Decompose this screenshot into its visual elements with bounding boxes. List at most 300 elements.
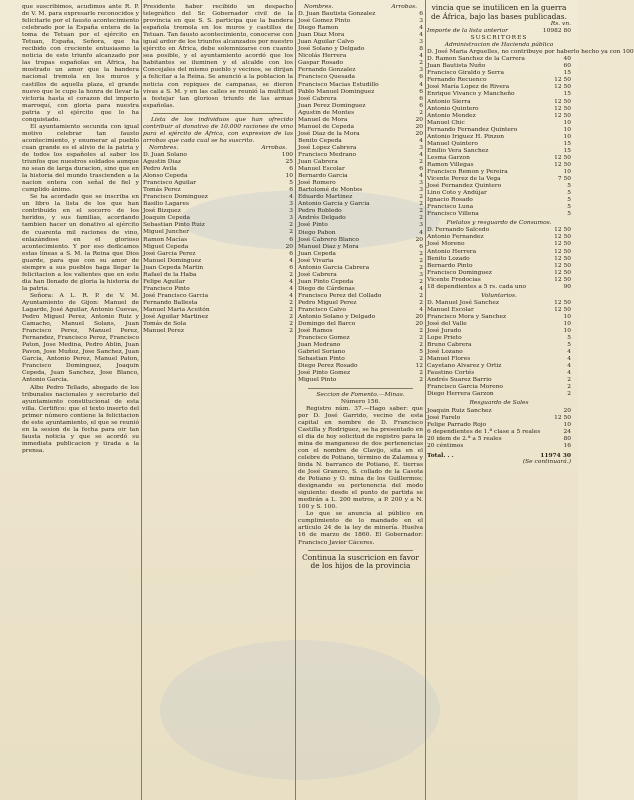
row-name: Antonio Mendez <box>427 112 476 119</box>
row-value: 10 <box>563 320 571 327</box>
row-name: Francisco Quesada <box>298 74 356 81</box>
table-row <box>427 270 571 277</box>
table-row <box>143 173 293 180</box>
table-row <box>298 370 423 377</box>
table-row <box>427 300 571 307</box>
header-names: Nombres. <box>304 4 334 10</box>
row-value: 4 <box>419 173 423 180</box>
table-row <box>298 265 423 272</box>
table-row <box>298 201 423 208</box>
row-name: Francisco Macias Estudillo <box>298 81 379 88</box>
row-value: 20 <box>415 321 423 328</box>
col1-certificate: Albo Pedro Tellado, abogado de los tribunales nacionales y secretario del ayuntamiento constitucional de esta villa. Certifico: que el texto inserto del primer número contiene la felicitacion de este ayuntamiento, el que se reunió en la sesion de la fecha para oir tan fausta noticia y que se acordó su inmediata publicacion y tirada a la prensa. <box>22 384 139 454</box>
table-row <box>298 377 423 384</box>
row-name: Agustin Diaz <box>143 158 181 165</box>
divider <box>153 113 283 114</box>
row-name: D. Ramon Sanchez de la Carrera <box>427 56 525 63</box>
row-value: 2 <box>419 194 423 201</box>
row-name: Ignacio Rosado <box>427 197 473 204</box>
row-name: Diego Herrera Garzon <box>427 391 494 398</box>
table-row <box>427 190 571 197</box>
table-row <box>427 436 571 443</box>
row-value: 10 <box>563 328 571 335</box>
col4-sub3: Resguardo de Sales <box>469 400 529 407</box>
row-name: Francisco Pinto <box>143 285 190 292</box>
row-value: 2 <box>289 321 293 328</box>
table-row <box>298 96 423 103</box>
col1-paragraph: Se ha acordado que se inscriba en un libro la lista de los que han contribuido en el socorro de los heridos, y sus familias, acordando tambien hacer un donativo al ejército de cuarenta mil raciones de vino, enlazándose en el glorioso acontecimiento. Y por eso dedicamos estas líneas a S. M. la Reina que Dios guarde, para que con su amor de siempre a sus pueblos haga llegar la felicitacion a los valientes que en este dia han llenado de gloria la historia de la patria. <box>22 194 139 292</box>
row-name: José Solano y Delgado <box>298 46 365 53</box>
row-value: 100 <box>281 151 293 158</box>
row-name: José Aguilar Martinez <box>143 314 209 321</box>
row-value: 5 <box>567 190 571 197</box>
table-row <box>298 335 423 342</box>
table-row <box>427 256 571 263</box>
table-row <box>143 321 293 328</box>
row-value: 12 50 <box>554 112 571 119</box>
row-name: Pablo Manuel Dominguez <box>298 88 375 95</box>
col4-head-title: SUSCRITORES <box>470 35 528 42</box>
row-value: 20 <box>415 123 423 130</box>
row-value: 6 <box>419 95 423 102</box>
row-name: Bartolomé de Montes <box>298 187 363 194</box>
row-name: Diego de Cárdenas <box>298 285 355 292</box>
table-row <box>427 349 571 356</box>
row-name: Benito Cepeda <box>298 137 342 144</box>
row-name: Manuel Diaz y Mora <box>298 243 359 250</box>
table-row <box>143 215 293 222</box>
table-row <box>427 99 571 106</box>
row-name: Juan Diaz Mora <box>298 32 345 39</box>
row-value: 2 <box>289 306 293 313</box>
column-rule-3 <box>425 0 426 800</box>
row-name: D. Juan Bautista Gonzalez <box>298 11 376 18</box>
row-name: Antonio Garcia y Garcia <box>298 201 370 208</box>
row-value: 80 <box>563 435 571 442</box>
table-row <box>427 169 571 176</box>
col3-section-title: Seccion de Fomento.—Minas. <box>316 391 405 398</box>
row-value: 2 <box>419 109 423 116</box>
row-name: Tomás de Sola <box>143 321 187 328</box>
row-value: 12 50 <box>554 248 571 255</box>
column-1 <box>22 4 139 794</box>
row-value: 4 <box>419 307 423 314</box>
row-value: 6 <box>419 243 423 250</box>
table-row <box>298 67 423 74</box>
row-name: Pedro Robledo <box>298 208 342 215</box>
row-value: 15 <box>563 70 571 77</box>
table-row <box>298 293 423 300</box>
row-name: Bruno Cabrera <box>427 342 472 349</box>
row-value: 60 <box>563 63 571 70</box>
table-row <box>427 127 571 134</box>
row-value: 4 <box>289 257 293 264</box>
row-value: 6 <box>419 11 423 18</box>
row-value: 5 <box>567 183 571 190</box>
row-value: 12 50 <box>554 241 571 248</box>
table-row <box>427 277 571 284</box>
table-row <box>143 279 293 286</box>
row-value: 4 <box>419 137 423 144</box>
table-row <box>427 162 571 169</box>
row-name: José Cabrera <box>298 95 337 102</box>
row-name: Juan Medrano <box>298 342 341 349</box>
row-value: 2 <box>289 271 293 278</box>
row-value: 15 <box>563 140 571 147</box>
table-row <box>143 265 293 272</box>
col4-table-3 <box>427 300 571 399</box>
divider <box>308 388 413 389</box>
row-value: 3 <box>289 215 293 222</box>
row-value: 2 <box>419 208 423 215</box>
row-value: 4 <box>419 25 423 32</box>
table-row <box>143 251 293 258</box>
row-name: Manuel de Cepeda <box>298 123 355 130</box>
col2-table-header <box>143 145 293 152</box>
row-name: Fernando Recuenco <box>427 77 487 84</box>
row-value: 4 <box>567 349 571 356</box>
row-name: D. Manuel José Sanchez <box>427 299 499 306</box>
row-value: 4 <box>419 151 423 158</box>
table-row <box>427 49 634 56</box>
row-name: Francisco Aguilar <box>143 180 197 187</box>
row-name: Fernando Gonzalez <box>298 67 356 74</box>
row-name: Francisco Luna <box>427 204 474 211</box>
table-row <box>143 307 293 314</box>
col3-section-number: Número 156. <box>340 398 381 405</box>
row-value: 20 <box>415 116 423 123</box>
row-value: 12 50 <box>554 269 571 276</box>
table-row <box>298 356 423 363</box>
table-row <box>427 377 571 384</box>
table-row <box>143 152 293 159</box>
row-value: 5 <box>289 180 293 187</box>
table-row <box>298 286 423 293</box>
col3-table-header <box>298 4 423 11</box>
row-value: 7 50 <box>557 176 571 183</box>
row-value: 4 <box>289 292 293 299</box>
col4-unit: Rs. vn. <box>550 21 571 27</box>
table-row <box>427 321 571 328</box>
col1-signatures: Señora: A L. R. P. de V. M. Ayuntamiento de Gijon: Manuel de Lagarde, José Aguilar, Antonio Cuevas, Pedro Miguel Perez, Antonio Ruiz y Camacho, Manuel Solans, Juan Francisco Perez, Manuel Perez, Fernandez, Francisco Perez, Francisco Paton, Jose Medina, Pedro Ablin, Juan Pavon, Jose Muñoz, Jose Sanchez, Juan Garcia, Antonio Perez, Manuel Paton, Francisco Dominguez, Joaquin Cepeda, Juan Sanchez, Jose Blanco, Antonio Garcia. <box>22 292 139 384</box>
row-name: 20 idem de 2.ª a 5 reales <box>427 435 502 442</box>
row-value: 3 <box>419 67 423 74</box>
row-name: Francisco Calvo <box>298 307 346 314</box>
row-name: Bernardo Pinto <box>427 262 473 269</box>
col3-section-body: Registro núm. 37.—Hago saber: que por D. José Garrido, vecino de esta capital en nombre de D. Francisco Castilla y Rodriguez, se ha presentado en el dia de hoy solicitud de registro para la mina de manganeso de dos pertenencias con el nombre de Clavijo, sita en el celebre de Potiano, término de Zalamea y linda N. barranco de Potiano, E. tierras de José Granero, S. collado de la Casota de Potiano y O. mina de los Guillermos; designando su pertenencia del modo siguiente: desde el punto de partida se medirán a L. 200 metros, a P. 200 y a N. 100 y S. 100. <box>298 405 423 511</box>
row-name: Miguel Pinto <box>298 377 337 384</box>
table-row <box>298 53 423 60</box>
table-row <box>143 300 293 307</box>
row-value: 2 <box>419 292 423 299</box>
row-name: José Garcia Perez <box>143 250 196 257</box>
row-value: 100 <box>622 49 634 56</box>
row-name: Felipe Parrado Rojo <box>427 421 487 428</box>
column-rule-1 <box>141 0 142 800</box>
row-name: José Lozano <box>427 349 463 356</box>
table-row <box>427 356 571 363</box>
row-value: 3 <box>419 18 423 25</box>
total-label: Total. . . <box>427 451 454 459</box>
row-name: Diego Pabon <box>298 229 336 236</box>
row-value: 2 <box>567 391 571 398</box>
row-name: Lope Prieto <box>427 335 462 342</box>
table-row <box>143 229 293 236</box>
table-row <box>298 300 423 307</box>
table-row <box>298 145 423 152</box>
col2-intro: Presidente haber recibido un despacho telegráfico del Sr. Gobernador civil de la provincia en que S. S. participa que la bandera española tremola en los muros y castillos de Tetuan. Tan fausto acontecimiento, conocerse con igual ardor de los triunfos alcanzados por nuestro ejército en África, debe solemnizarse con cuanto sea posible, y el ayuntamiento acordó que los habitantes se iluminen y el alcalde con los Concejales del mismo pueblo y vecinos, se dirijan a felicitar a la Reina. Se anunció a la poblacion la noticia con repiques de campanas, se dieron vivas a S. M. y en las calles se reunió la multitud a festejar tan glorioso triunfo de las armas españolas. <box>143 4 293 109</box>
row-name: Vicente Perez de la Vega <box>427 176 501 183</box>
table-row <box>427 241 571 248</box>
row-name: José Pinto Gomez <box>298 370 351 377</box>
total-value: 11974 30 <box>540 451 571 459</box>
table-row <box>298 251 423 258</box>
row-name: Emilio Vera Sanchez <box>427 147 489 154</box>
row-name: José Romero <box>298 180 336 187</box>
row-name: Lino Coto y Andújar <box>427 190 487 197</box>
row-name: Benito Lozado <box>427 255 470 262</box>
table-row <box>427 120 571 127</box>
row-name: Antonio Iriguez H. Pinzon <box>427 133 505 140</box>
row-value: 2 <box>419 356 423 363</box>
row-value: 12 50 <box>554 255 571 262</box>
table-row <box>427 211 571 218</box>
table-row <box>427 113 571 120</box>
row-name: Antonio Fernandez <box>427 234 484 241</box>
row-value: 10 <box>563 313 571 320</box>
row-name: José Bizquez <box>143 208 181 215</box>
row-name: Joaquin Ruiz Sanchez <box>427 407 492 414</box>
table-row <box>298 25 423 32</box>
row-name: Diego Ramon <box>298 25 339 32</box>
table-row <box>298 187 423 194</box>
row-value: 5 <box>567 335 571 342</box>
table-row <box>143 293 293 300</box>
row-name: Juan Bautista Nuño <box>427 63 486 70</box>
row-name: Manuel Quintero <box>427 140 478 147</box>
row-value: 2 <box>419 264 423 271</box>
row-value: 4 <box>567 370 571 377</box>
row-name: Francisco Perez del Collado <box>298 292 382 299</box>
table-row <box>298 89 423 96</box>
row-name: José Pinto <box>298 222 328 229</box>
table-row <box>298 279 423 286</box>
row-name: Manuel Flores <box>427 356 471 363</box>
col3-table <box>298 11 423 384</box>
row-name: José del Valle <box>427 320 467 327</box>
row-value: 40 <box>563 56 571 63</box>
row-value: 6 <box>289 236 293 243</box>
table-row <box>427 197 571 204</box>
table-row <box>427 335 571 342</box>
row-name: Vicente Fredocias <box>427 276 481 283</box>
row-value: 4 <box>289 278 293 285</box>
row-name: Manuel Maria Aceitón <box>143 306 210 313</box>
row-name: Agustin de Montes <box>298 109 355 116</box>
row-name: Antonio Herrera <box>427 248 477 255</box>
row-name: Juan Cepeda <box>298 250 336 257</box>
row-value: 3 <box>419 271 423 278</box>
table-row <box>427 422 571 429</box>
row-name: Juan Pinto Cepeda <box>298 278 354 285</box>
row-value: 15 <box>563 91 571 98</box>
table-row <box>298 272 423 279</box>
row-name: José Lopez Cabrera <box>298 144 357 151</box>
row-value: 4 <box>419 285 423 292</box>
row-name: José Gomez Pinto <box>298 18 351 25</box>
row-value: 10 <box>563 126 571 133</box>
table-row <box>427 307 571 314</box>
row-name: Manuel Escolar <box>427 306 474 313</box>
row-name: José Vivaria <box>298 257 334 264</box>
row-name: Manuel de Mora <box>298 116 348 123</box>
row-value: 4 <box>567 363 571 370</box>
row-value: 4 <box>419 32 423 39</box>
row-name: Basilio Lagares <box>143 201 189 208</box>
table-row <box>298 244 423 251</box>
table-row <box>143 272 293 279</box>
row-name: Francisco Garcia Moreno <box>427 384 503 391</box>
table-row <box>298 349 423 356</box>
row-name: Juan Cabrera <box>298 159 338 166</box>
table-row <box>427 141 571 148</box>
table-row <box>427 148 571 155</box>
header-values: Arrobas. <box>391 4 417 10</box>
row-name: José Cabrera <box>298 271 337 278</box>
row-name: José Diaz de la Mora <box>298 130 360 137</box>
table-row <box>298 222 423 229</box>
column-2 <box>143 4 293 794</box>
table-row <box>427 204 571 211</box>
row-value: 2 <box>289 314 293 321</box>
col4-intro: vincia que se inutilicen en la guerra de África, bajo las bases publicadas. <box>431 3 567 21</box>
row-value: 2 <box>419 159 423 166</box>
table-row <box>298 314 423 321</box>
row-value: 2 <box>419 335 423 342</box>
row-value: 4 <box>567 356 571 363</box>
table-row <box>143 208 293 215</box>
table-row <box>298 103 423 110</box>
row-name: Andrés Delgado <box>298 215 346 222</box>
row-name: Sebastian Pinto <box>298 356 345 363</box>
row-name: 20 céntimos <box>427 442 464 449</box>
col3-section-body-2: Lo que se anuncia al público en cumplimiento de lo mandado en el artículo 24 de la ley de minería. Huelva 16 de marzo de 1860. El Gobernador: Francisco Javier Cáceres. <box>298 511 423 546</box>
table-row <box>298 328 423 335</box>
row-name: Francisco Dominguez <box>143 194 208 201</box>
row-value: 6 <box>419 74 423 81</box>
row-name: Antonio Sierra <box>427 98 471 105</box>
col4-table-1 <box>427 49 634 218</box>
row-value: 10 <box>563 421 571 428</box>
row-value: 2 <box>419 342 423 349</box>
header-values: Arrobas. <box>261 144 287 151</box>
table-row <box>298 110 423 117</box>
table-row <box>298 152 423 159</box>
table-row <box>298 194 423 201</box>
row-value: 2 <box>419 215 423 222</box>
row-name: Manuel Dominguez <box>143 257 202 264</box>
row-value: 6 <box>419 88 423 95</box>
row-value: 4 <box>419 229 423 236</box>
table-row <box>298 342 423 349</box>
row-value: 10 <box>563 168 571 175</box>
row-value: 12 50 <box>554 276 571 283</box>
table-row <box>143 286 293 293</box>
row-value: 20 <box>415 130 423 137</box>
row-name: Tomás Perez <box>143 187 181 194</box>
col1-paragraph: El ayuntamiento secunda con igual motivo celebrar tan fausto acontecimiento, y enumerar al pueblo cuan grande es el alivio de la patria y de todos los españoles al saber los triunfos que nuestros soldados aunque no sean de larga duracion, sino que en la historia del mundo trascienden a la nacion entera con señal de fiel y cumplido ánimo. <box>22 123 139 194</box>
table-row <box>427 227 571 234</box>
row-value: 15 <box>563 147 571 154</box>
row-value: 12 50 <box>554 306 571 313</box>
row-name: Cayetano Alvarez y Ortiz <box>427 363 502 370</box>
row-value: 12 50 <box>554 262 571 269</box>
row-value: 2 <box>419 201 423 208</box>
row-value: 12 50 <box>554 414 571 421</box>
row-value: 3 <box>419 39 423 46</box>
row-value: 2 <box>289 328 293 335</box>
row-name: Francisco Villena <box>427 211 479 218</box>
table-row <box>298 138 423 145</box>
table-row <box>143 244 293 251</box>
row-value: 12 50 <box>554 227 571 234</box>
row-name: Francisco Medrano <box>298 151 357 158</box>
row-value: 2 <box>289 229 293 236</box>
row-name: José Ramos <box>298 328 333 335</box>
row-value: 2 <box>419 250 423 257</box>
row-value: 24 <box>563 428 571 435</box>
row-value: 2 <box>289 299 293 306</box>
table-row <box>298 117 423 124</box>
table-row <box>143 328 293 335</box>
row-value: 3 <box>419 180 423 187</box>
table-row <box>298 230 423 237</box>
row-value: 12 50 <box>554 98 571 105</box>
row-value: 2 <box>419 278 423 285</box>
row-value: 20 <box>415 314 423 321</box>
table-row <box>143 194 293 201</box>
table-row <box>298 166 423 173</box>
table-row <box>298 124 423 131</box>
row-value: 4 <box>289 285 293 292</box>
row-name: Miguel Cepeda <box>143 243 189 250</box>
row-value: 6 <box>289 250 293 257</box>
row-value: 2 <box>567 377 571 384</box>
import-value: 10982 80 <box>542 28 571 35</box>
table-row <box>143 222 293 229</box>
row-value: 10 <box>563 119 571 126</box>
table-row <box>427 443 571 450</box>
table-row <box>143 187 293 194</box>
row-name: Antonio Garcia Cabrera <box>298 264 370 271</box>
row-name: D. José Maria Arguelles, no contribuye por haberlo hecho ya con <box>427 49 621 56</box>
table-row <box>143 237 293 244</box>
table-row <box>298 131 423 138</box>
import-label: Importe de la lista anterior <box>427 28 508 35</box>
table-row <box>143 314 293 321</box>
row-name: Nicolás Herrera <box>298 53 347 60</box>
row-value: 3 <box>289 201 293 208</box>
row-value: 10 <box>563 133 571 140</box>
row-name: Antonio Solano y Delgado <box>298 314 376 321</box>
table-row <box>427 155 571 162</box>
row-name: Sebastian Pinto Ruiz <box>143 222 205 229</box>
table-row <box>143 258 293 265</box>
column-3 <box>298 4 423 794</box>
table-row <box>298 159 423 166</box>
table-row <box>427 134 571 141</box>
row-value: 5 <box>567 211 571 218</box>
